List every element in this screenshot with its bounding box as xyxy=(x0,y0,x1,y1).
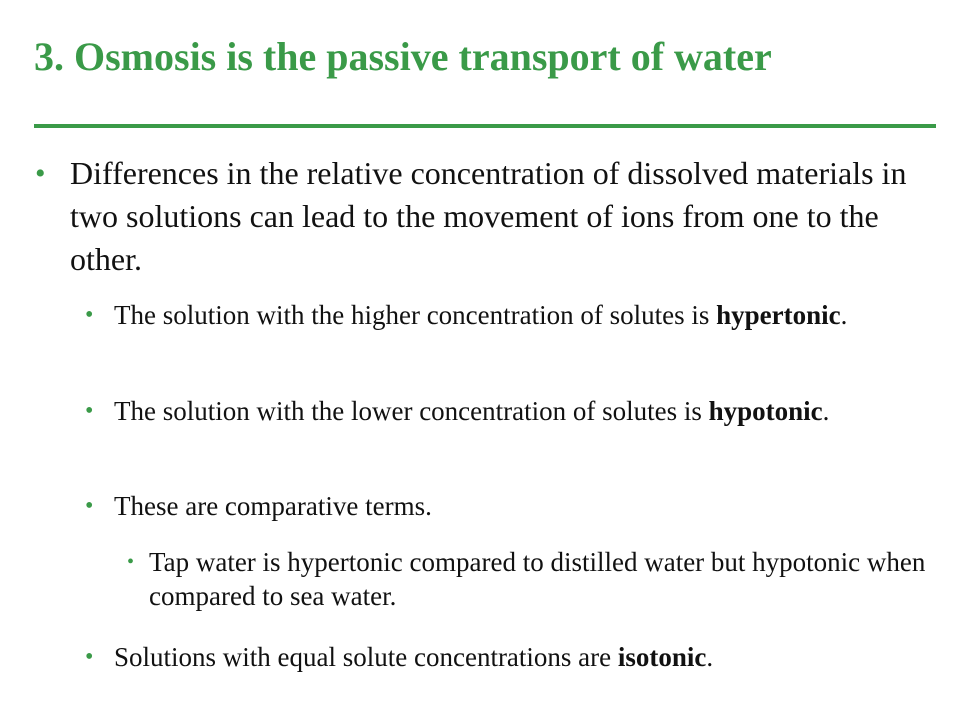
bullet-text: The solution with the lower concentration of solutes is xyxy=(114,396,709,426)
bullet-text: Tap water is hypertonic compared to distilled water but hypotonic when compared to sea water. xyxy=(149,547,926,611)
bullet-dot: • xyxy=(85,398,94,424)
bullet-dot: • xyxy=(85,302,94,328)
bullet-concentration-differences xyxy=(35,152,930,281)
bullet-text: These are comparative terms. xyxy=(114,491,432,521)
bullet-dot: • xyxy=(35,157,46,190)
term-hypertonic: hypertonic xyxy=(716,300,841,330)
term-isotonic: isotonic xyxy=(617,642,707,672)
bullet-dot: • xyxy=(127,551,135,573)
bullet-text: Differences in the relative concentration of dissolved materials in two solutions can lead to the movement of ions from one to the other. xyxy=(70,155,907,277)
bullet-dot: • xyxy=(85,644,94,670)
bullet-dot: • xyxy=(85,493,94,519)
bullet-tap-water-example xyxy=(127,545,939,613)
bullet-text: The solution with the higher concentration of solutes is xyxy=(114,300,717,330)
bullet-punctuation: . xyxy=(840,300,848,330)
bullet-punctuation: . xyxy=(822,396,830,426)
bullet-comparative-terms xyxy=(85,489,914,523)
bullet-text: Solutions with equal solute concentrations are xyxy=(114,642,618,672)
bullet-punctuation: . xyxy=(706,642,714,672)
bullet-hypotonic xyxy=(85,394,914,428)
slide-title: 3. Osmosis is the passive transport of water xyxy=(34,34,772,79)
title-divider xyxy=(34,124,936,128)
bullet-hypertonic xyxy=(85,298,914,332)
bullet-isotonic xyxy=(85,640,914,674)
term-hypotonic: hypotonic xyxy=(708,396,823,426)
